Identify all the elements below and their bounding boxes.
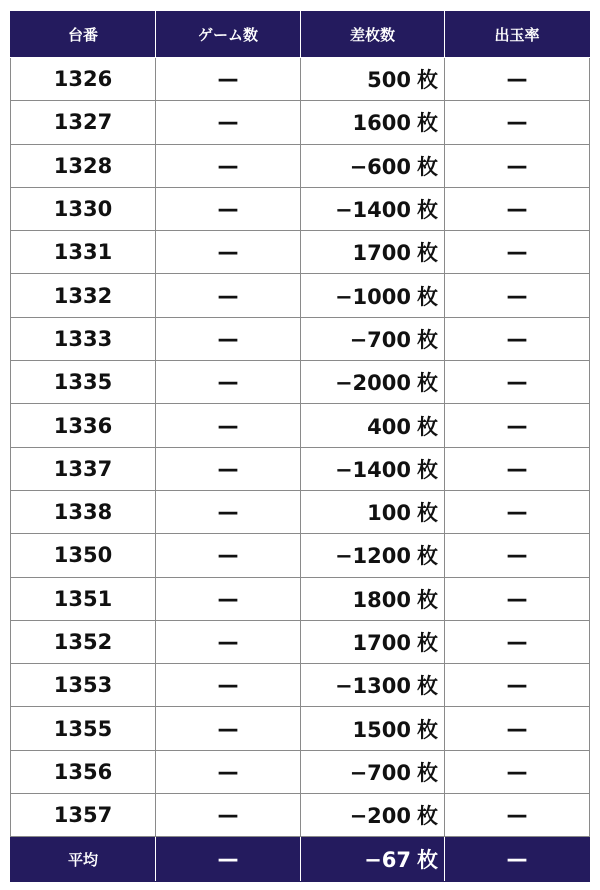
coin-difference-cell <box>301 794 445 837</box>
coin-difference-cell <box>301 664 445 707</box>
game-count-cell: — <box>156 317 301 360</box>
coin-difference-cell <box>301 447 445 490</box>
game-count-cell: — <box>156 144 301 187</box>
table-row <box>11 274 590 317</box>
table-row <box>11 58 590 101</box>
coin-difference-value: −1000 <box>334 284 411 309</box>
coin-difference-value: −700 <box>349 760 411 785</box>
machine-number-cell: 1355 <box>11 707 156 750</box>
game-count-cell: — <box>156 577 301 620</box>
average-row <box>11 837 590 882</box>
payout-rate-cell: — <box>445 404 590 447</box>
machine-number-cell: 1352 <box>11 620 156 663</box>
payout-rate-cell: — <box>445 750 590 793</box>
coin-difference-value: 100 <box>367 501 411 526</box>
payout-rate-cell: — <box>445 620 590 663</box>
machine-number-cell: 1326 <box>11 58 156 101</box>
table-row <box>11 101 590 144</box>
coin-difference-cell <box>301 750 445 793</box>
machine-number-cell: 1338 <box>11 490 156 533</box>
header-machine-number: 台番 <box>11 12 156 58</box>
payout-rate-cell: — <box>445 274 590 317</box>
coin-difference-unit: 枚 <box>417 154 438 179</box>
table-row <box>11 534 590 577</box>
coin-difference-unit: 枚 <box>417 717 438 742</box>
payout-rate-cell: — <box>445 534 590 577</box>
coin-difference-cell <box>301 534 445 577</box>
game-count-cell: — <box>156 231 301 274</box>
average-diff-value: −67 <box>364 848 411 873</box>
coin-difference-value: 1600 <box>352 111 411 136</box>
coin-difference-cell <box>301 317 445 360</box>
payout-rate-cell: — <box>445 577 590 620</box>
coin-difference-unit: 枚 <box>417 198 438 223</box>
coin-difference-cell <box>301 577 445 620</box>
header-row <box>11 12 590 58</box>
coin-difference-unit: 枚 <box>417 631 438 655</box>
coin-difference-value: 1700 <box>352 241 411 266</box>
game-count-cell: — <box>156 101 301 144</box>
table-row <box>11 707 590 750</box>
table-row <box>11 317 590 360</box>
coin-difference-unit: 枚 <box>417 371 438 396</box>
payout-rate-cell: — <box>445 707 590 750</box>
coin-difference-unit: 枚 <box>417 111 438 136</box>
coin-difference-unit: 枚 <box>417 241 438 266</box>
table-row <box>11 794 590 837</box>
header-coin-difference: 差枚数 <box>301 12 445 58</box>
coin-difference-unit: 枚 <box>417 587 438 612</box>
game-count-cell: — <box>156 707 301 750</box>
table-header <box>11 12 590 58</box>
header-game-count: ゲーム数 <box>156 12 301 58</box>
payout-rate-cell: — <box>445 664 590 707</box>
coin-difference-unit: 枚 <box>417 457 438 482</box>
game-count-cell: — <box>156 447 301 490</box>
coin-difference-cell <box>301 490 445 533</box>
table-body <box>11 58 590 837</box>
table-row <box>11 577 590 620</box>
coin-difference-value: −1200 <box>334 544 411 569</box>
coin-difference-value: −2000 <box>334 371 411 396</box>
game-count-cell: — <box>156 58 301 101</box>
payout-rate-cell: — <box>445 317 590 360</box>
table-row <box>11 447 590 490</box>
coin-difference-cell <box>301 404 445 447</box>
coin-difference-cell <box>301 101 445 144</box>
table-row <box>11 750 590 793</box>
payout-rate-cell: — <box>445 447 590 490</box>
coin-difference-value: 500 <box>367 68 411 93</box>
game-count-cell: — <box>156 534 301 577</box>
game-count-cell: — <box>156 361 301 404</box>
coin-difference-cell <box>301 361 445 404</box>
average-label: 平均 <box>11 837 156 882</box>
machine-number-cell: 1353 <box>11 664 156 707</box>
table-row <box>11 664 590 707</box>
payout-rate-cell: — <box>445 231 590 274</box>
coin-difference-unit: 枚 <box>417 674 438 699</box>
payout-rate-cell: — <box>445 144 590 187</box>
coin-difference-value: −700 <box>349 327 411 352</box>
table-row <box>11 404 590 447</box>
coin-difference-unit: 枚 <box>417 760 438 785</box>
payout-rate-cell: — <box>445 490 590 533</box>
machine-number-cell: 1332 <box>11 274 156 317</box>
coin-difference-unit: 枚 <box>417 327 438 352</box>
machine-number-cell: 1357 <box>11 794 156 837</box>
table-row <box>11 144 590 187</box>
machine-number-cell: 1351 <box>11 577 156 620</box>
coin-difference-unit: 枚 <box>417 804 438 829</box>
coin-difference-value: −200 <box>349 804 411 829</box>
coin-difference-value: −600 <box>349 154 411 179</box>
coin-difference-value: 1500 <box>352 717 411 742</box>
game-count-cell: — <box>156 750 301 793</box>
table-row <box>11 490 590 533</box>
game-count-cell: — <box>156 274 301 317</box>
payout-rate-cell: — <box>445 361 590 404</box>
payout-rate-cell: — <box>445 187 590 230</box>
payout-rate-cell: — <box>445 101 590 144</box>
game-count-cell: — <box>156 490 301 533</box>
coin-difference-cell <box>301 144 445 187</box>
coin-difference-value: 1800 <box>352 587 411 612</box>
machine-number-cell: 1331 <box>11 231 156 274</box>
results-table-container <box>10 11 589 882</box>
coin-difference-value: 1700 <box>352 631 411 655</box>
machine-number-cell: 1350 <box>11 534 156 577</box>
machine-number-cell: 1336 <box>11 404 156 447</box>
coin-difference-cell <box>301 707 445 750</box>
game-count-cell: — <box>156 664 301 707</box>
table-row <box>11 361 590 404</box>
coin-difference-unit: 枚 <box>417 414 438 439</box>
coin-difference-cell <box>301 58 445 101</box>
machine-number-cell: 1333 <box>11 317 156 360</box>
table-row <box>11 231 590 274</box>
coin-difference-value: −1400 <box>334 457 411 482</box>
game-count-cell: — <box>156 404 301 447</box>
game-count-cell: — <box>156 794 301 837</box>
coin-difference-value: −1400 <box>334 198 411 223</box>
machine-number-cell: 1327 <box>11 101 156 144</box>
coin-difference-value: −1300 <box>334 674 411 699</box>
coin-difference-unit: 枚 <box>417 68 438 93</box>
machine-number-cell: 1337 <box>11 447 156 490</box>
machine-number-cell: 1330 <box>11 187 156 230</box>
table-row <box>11 187 590 230</box>
machine-results-table <box>10 11 590 882</box>
average-games: — <box>156 837 301 882</box>
payout-rate-cell: — <box>445 794 590 837</box>
coin-difference-value: 400 <box>367 414 411 439</box>
average-diff-unit: 枚 <box>417 848 438 873</box>
coin-difference-cell <box>301 231 445 274</box>
game-count-cell: — <box>156 620 301 663</box>
coin-difference-cell <box>301 620 445 663</box>
machine-number-cell: 1335 <box>11 361 156 404</box>
average-rate: — <box>445 837 590 882</box>
game-count-cell: — <box>156 187 301 230</box>
machine-number-cell: 1356 <box>11 750 156 793</box>
coin-difference-unit: 枚 <box>417 501 438 526</box>
coin-difference-unit: 枚 <box>417 544 438 569</box>
machine-number-cell: 1328 <box>11 144 156 187</box>
table-footer <box>11 837 590 882</box>
table-row <box>11 620 590 663</box>
payout-rate-cell: — <box>445 58 590 101</box>
average-diff-cell <box>301 837 445 882</box>
coin-difference-cell <box>301 187 445 230</box>
coin-difference-cell <box>301 274 445 317</box>
header-payout-rate: 出玉率 <box>445 12 590 58</box>
coin-difference-unit: 枚 <box>417 284 438 309</box>
